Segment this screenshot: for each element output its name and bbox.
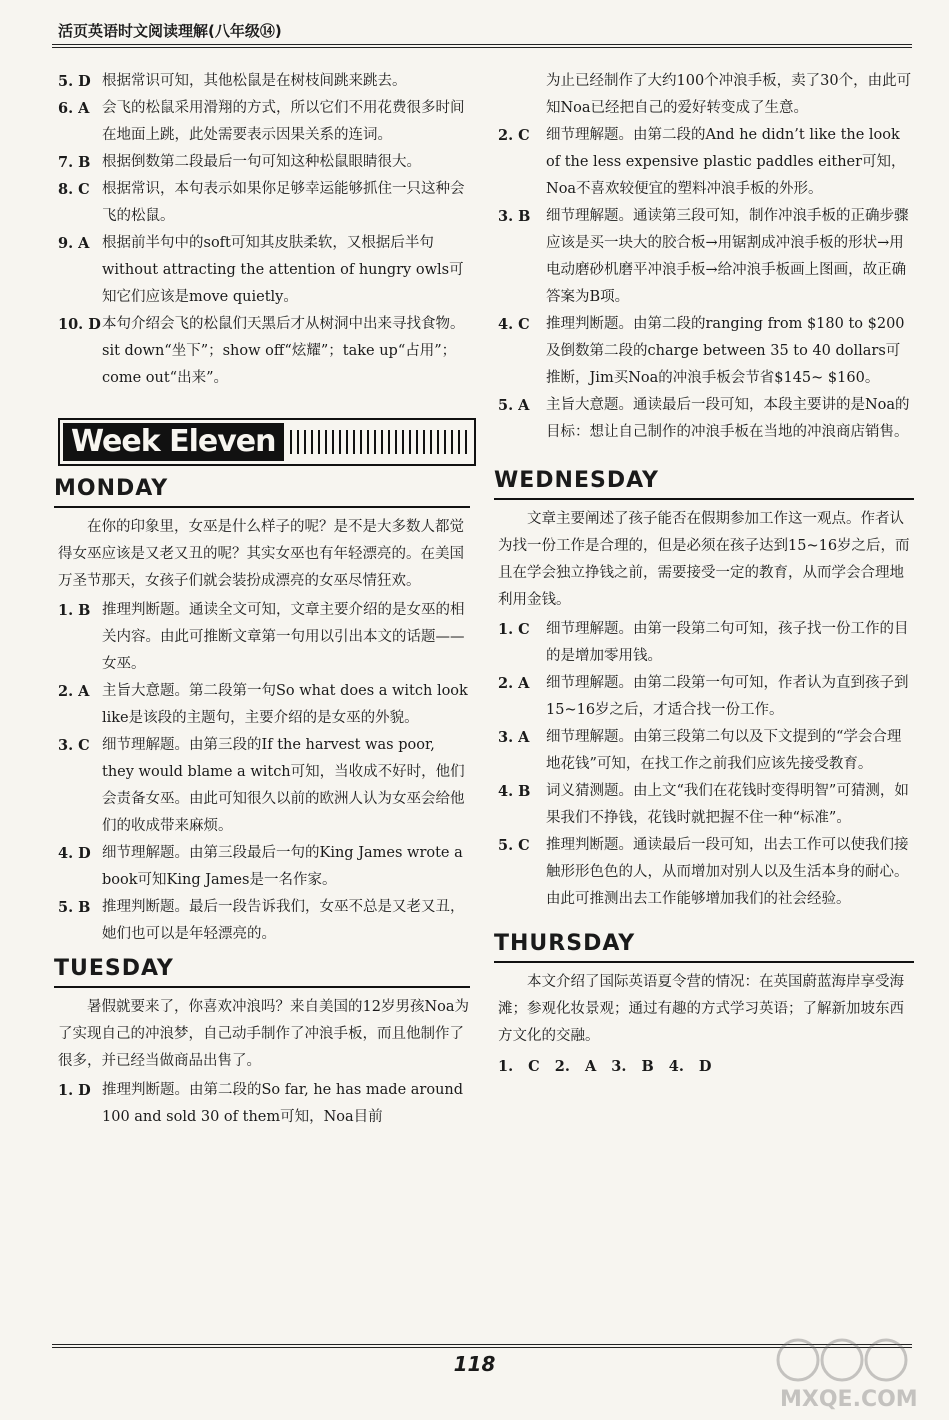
answer-number: 7. B (58, 154, 91, 171)
answer-explanation: 细节理解题。由第一段第二句可知，孩子找一份工作的目的是增加零用钱。 (546, 621, 909, 664)
svg-text:MXQE.COM: MXQE.COM (780, 1387, 918, 1412)
answer-item (498, 724, 914, 778)
answer-explanation: 词义猜测题。由上文“我们在花钱时变得明智”可猜测，如果我们不挣钱，花钱时就把握不住一种“标准”。 (546, 783, 909, 826)
section-intro: 文章主要阐述了孩子能否在假期参加工作这一观点。作者认为找一份工作是合理的，但是必须在孩子达到15~16岁之后，而且在学会独立挣钱之前，需要接受一定的教育，从而学会合理地利用金钱。 (498, 511, 910, 608)
answer-number: 2. C (498, 127, 530, 144)
answer-number: 5. C (498, 837, 530, 854)
answer-item (58, 894, 470, 948)
answer-number: 8. C (58, 181, 90, 198)
answer-item (58, 176, 470, 230)
answer-item (498, 778, 914, 832)
answer-item (498, 616, 914, 670)
divider (54, 986, 470, 988)
running-header (52, 14, 912, 48)
answer-item (58, 597, 470, 678)
answer-item (58, 678, 470, 732)
answer-number: 5. B (58, 899, 91, 916)
answer-number: 1. C (498, 621, 530, 638)
answer-explanation: 推理判断题。由第二段的So far, he has made around 100 and sold 30 of them可知，Noa目前 (102, 1082, 464, 1125)
answer-item (498, 670, 914, 724)
answer-explanation: 根据倒数第二段最后一句可知这种松鼠眼睛很大。 (102, 154, 421, 170)
answer-item (58, 732, 470, 840)
answer-explanation: 主旨大意题。第二段第一句So what does a witch look like是该段的主题句，主要介绍的是女巫的外貌。 (102, 683, 468, 726)
week-title: Week Eleven (63, 423, 284, 461)
answer-item (498, 203, 914, 311)
answer-explanation: 推理判断题。通读全文可知，文章主要介绍的是女巫的相关内容。由此可推断文章第一句用以引出本文的话题——女巫。 (102, 602, 465, 672)
answer-number: 4. D (58, 845, 91, 862)
answer-item (58, 1077, 470, 1131)
answer-explanation: 细节理解题。由第三段的If the harvest was poor, they would blame a witch可知，当收成不好时，他们会责备女巫。由此可知很久以前的欧洲人认为女巫会给他们的收成带来麻烦。 (102, 737, 465, 834)
divider (54, 506, 470, 508)
answer-number: 2. A (58, 683, 90, 700)
answer-item (498, 392, 914, 446)
answer-explanation: 细节理解题。通读第三段可知，制作冲浪手板的正确步骤应该是买一块大的胶合板→用锯割成冲浪手板的形状→用电动磨砂机磨平冲浪手板→给冲浪手板画上图画，故正确答案为B项。 (546, 208, 909, 305)
page-number: 118 (453, 1352, 496, 1376)
section-heading-wednesday: WEDNESDAY (494, 468, 659, 493)
answer-number: 1. D (58, 1082, 91, 1099)
answer-explanation: 根据常识，本句表示如果你足够幸运能够抓住一只这种会飞的松鼠。 (102, 181, 465, 224)
answer-item (58, 311, 470, 392)
answer-explanation: 细节理解题。由第二段第一句可知，作者认为直到孩子到15~16岁之后，才适合找一份工作。 (546, 675, 909, 718)
section-intro: 本文介绍了国际英语夏令营的情况：在英国蔚蓝海岸享受海滩；参观化妆景观；通过有趣的方式学习英语；了解新加坡东西方文化的交融。 (498, 974, 904, 1044)
answer-number: 5. D (58, 73, 91, 90)
answer-number: 5. A (498, 397, 530, 414)
section-heading-tuesday: TUESDAY (54, 956, 174, 981)
answer-number: 2. A (498, 675, 530, 692)
answer-item (58, 95, 470, 149)
previous-week-answers (58, 68, 470, 392)
section-intro: 暑假就要来了，你喜欢冲浪吗？来自美国的12岁男孩Noa为了实现自己的冲浪梦，自己动手制作了冲浪手板，而且他制作了很多，并已经当做商品出售了。 (58, 999, 470, 1069)
answer-explanation: 细节理解题。由第三段最后一句的King James wrote a book可知King James是一名作家。 (102, 845, 463, 888)
divider (494, 961, 914, 963)
answer-item (498, 122, 914, 203)
answer-explanation: 推理判断题。由第二段的ranging from $180 to $200及倒数第二段的charge between 35 to 40 dollars可推断，Jim买Noa的冲浪手板会节省$145~ $160。 (546, 316, 905, 386)
book-title: 活页英语时文阅读理解(八年级⑭) (58, 22, 282, 40)
section-intro: 在你的印象里，女巫是什么样子的呢？是不是大多数人都觉得女巫应该是又老又丑的呢？其实女巫也有年轻漂亮的。在美国万圣节那天，女孩子们就会装扮成漂亮的女巫尽情狂欢。 (58, 519, 464, 589)
answer-number: 10. D (58, 316, 101, 333)
answer-continuation: 为止已经制作了大约100个冲浪手板，卖了30个，由此可知Noa已经把自己的爱好转变成了生意。 (546, 73, 912, 116)
section-heading-monday: MONDAY (54, 476, 169, 501)
banner-stripes (290, 430, 469, 454)
tuesday-section (54, 956, 470, 1131)
answer-number: 1. B (58, 602, 91, 619)
week-banner (58, 418, 476, 466)
watermark-logo (772, 1326, 942, 1414)
thursday-section (494, 931, 914, 1075)
answer-explanation: 本句介绍会飞的松鼠们天黑后才从树洞中出来寻找食物。sit down“坐下”；show off“炫耀”；take up“占用”；come out“出来”。 (102, 316, 465, 386)
answer-item (498, 311, 914, 392)
answer-number: 3. C (58, 737, 90, 754)
answer-explanation: 会飞的松鼠采用滑翔的方式，所以它们不用花费很多时间在地面上跳，此处需要表示因果关系的连词。 (102, 100, 465, 143)
answer-number: 3. A (498, 729, 530, 746)
answer-key-line: 1. C 2. A 3. B 4. D (498, 1058, 712, 1075)
answer-number: 3. B (498, 208, 531, 225)
answer-item (58, 68, 470, 95)
answer-number: 9. A (58, 235, 90, 252)
section-heading-thursday: THURSDAY (494, 931, 636, 956)
right-column (494, 68, 914, 1075)
answer-explanation: 细节理解题。由第二段的And he didn’t like the look of the less expensive plastic paddles either可知，Noa不喜欢较便宜的塑料冲浪手板的外形。 (546, 127, 906, 197)
divider (494, 498, 914, 500)
wednesday-section (494, 468, 914, 913)
tuesday-continued (498, 68, 914, 446)
answer-number: 6. A (58, 100, 90, 117)
answer-item (58, 840, 470, 894)
answer-explanation: 根据前半句中的soft可知其皮肤柔软，又根据后半句without attracting the attention of hungry owls可知它们应该是move quietly。 (102, 235, 464, 305)
answer-explanation: 推理判断题。通读最后一段可知，出去工作可以使我们接触形形色色的人，从而增加对别人以及生活本身的耐心。由此可推测出去工作能够增加我们的社会经验。 (546, 837, 909, 907)
answer-explanation: 根据常识可知，其他松鼠是在树枝间跳来跳去。 (102, 73, 407, 89)
answer-item (498, 832, 914, 913)
answer-item (58, 149, 470, 176)
answer-item (58, 230, 470, 311)
left-column (54, 68, 470, 1131)
answer-explanation: 主旨大意题。通读最后一段可知，本段主要讲的是Noa的目标：想让自己制作的冲浪手板在当地的冲浪商店销售。 (546, 397, 910, 440)
answer-explanation: 推理判断题。最后一段告诉我们，女巫不总是又老又丑，她们也可以是年轻漂亮的。 (102, 899, 465, 942)
monday-section (54, 476, 470, 948)
answer-explanation: 细节理解题。由第三段第二句以及下文提到的“学会合理地花钱”可知，在找工作之前我们应该先接受教育。 (546, 729, 902, 772)
answer-number: 4. B (498, 783, 531, 800)
answer-number: 4. C (498, 316, 530, 333)
